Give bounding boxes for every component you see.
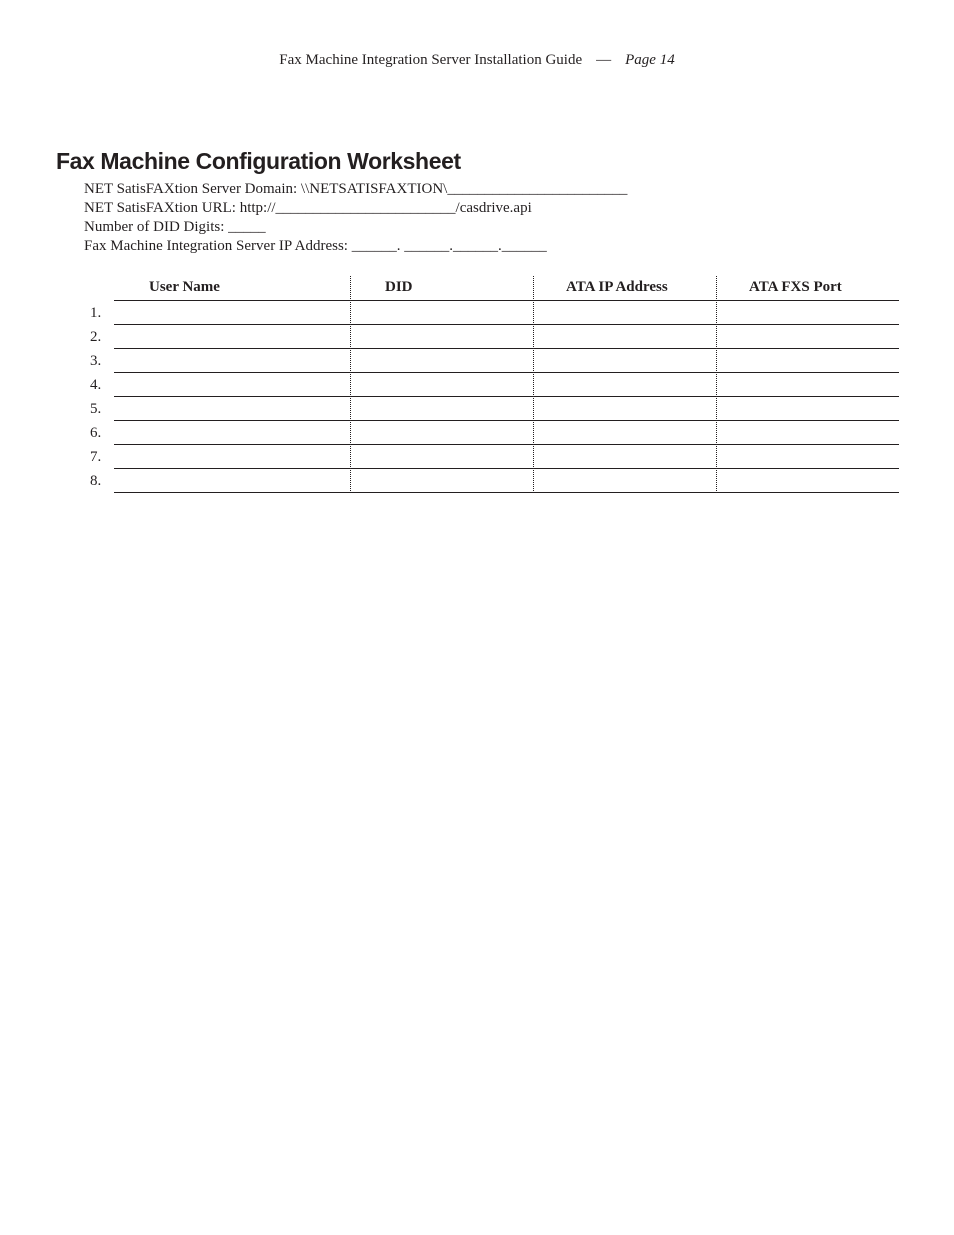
page-number: Page 14 [625,52,675,68]
column-header-ata-fxs-port: ATA FXS Port [749,279,842,295]
row-number: 8. [90,473,102,489]
row-number: 4. [90,377,102,393]
table-body [84,301,900,493]
table-row [84,421,900,445]
row-number: 7. [90,449,102,465]
table-row [84,373,900,397]
did-digits-field: Number of DID Digits: _____ [84,219,266,235]
header-separator: — [596,52,612,68]
column-header-ata-ip-address: ATA IP Address [566,279,668,295]
row-number: 3. [90,353,102,369]
page-header [0,52,954,69]
column-header-did: DID [385,279,413,295]
column-header-user-name: User Name [149,279,220,295]
table-row [84,445,900,469]
table-row [84,301,900,325]
row-number: 5. [90,401,102,417]
server-ip-field: Fax Machine Integration Server IP Address: ______. ______.______.______ [84,238,547,254]
table-row [84,397,900,421]
server-domain-field: NET SatisFAXtion Server Domain: \\NETSATISFAXTION\________________________ [84,181,628,197]
worksheet-fields [84,180,627,256]
table-row [84,325,900,349]
row-number: 1. [90,305,102,321]
table-row [84,469,900,493]
row-number: 6. [90,425,102,441]
guide-title: Fax Machine Integration Server Installation Guide [279,52,583,68]
server-url-field: NET SatisFAXtion URL: http://________________________/casdrive.api [84,200,532,216]
worksheet-title: Fax Machine Configuration Worksheet [56,148,461,174]
table-row [84,349,900,373]
row-number: 2. [90,329,102,345]
row-line [114,492,899,493]
worksheet-table [84,276,900,489]
table-header [84,276,900,301]
